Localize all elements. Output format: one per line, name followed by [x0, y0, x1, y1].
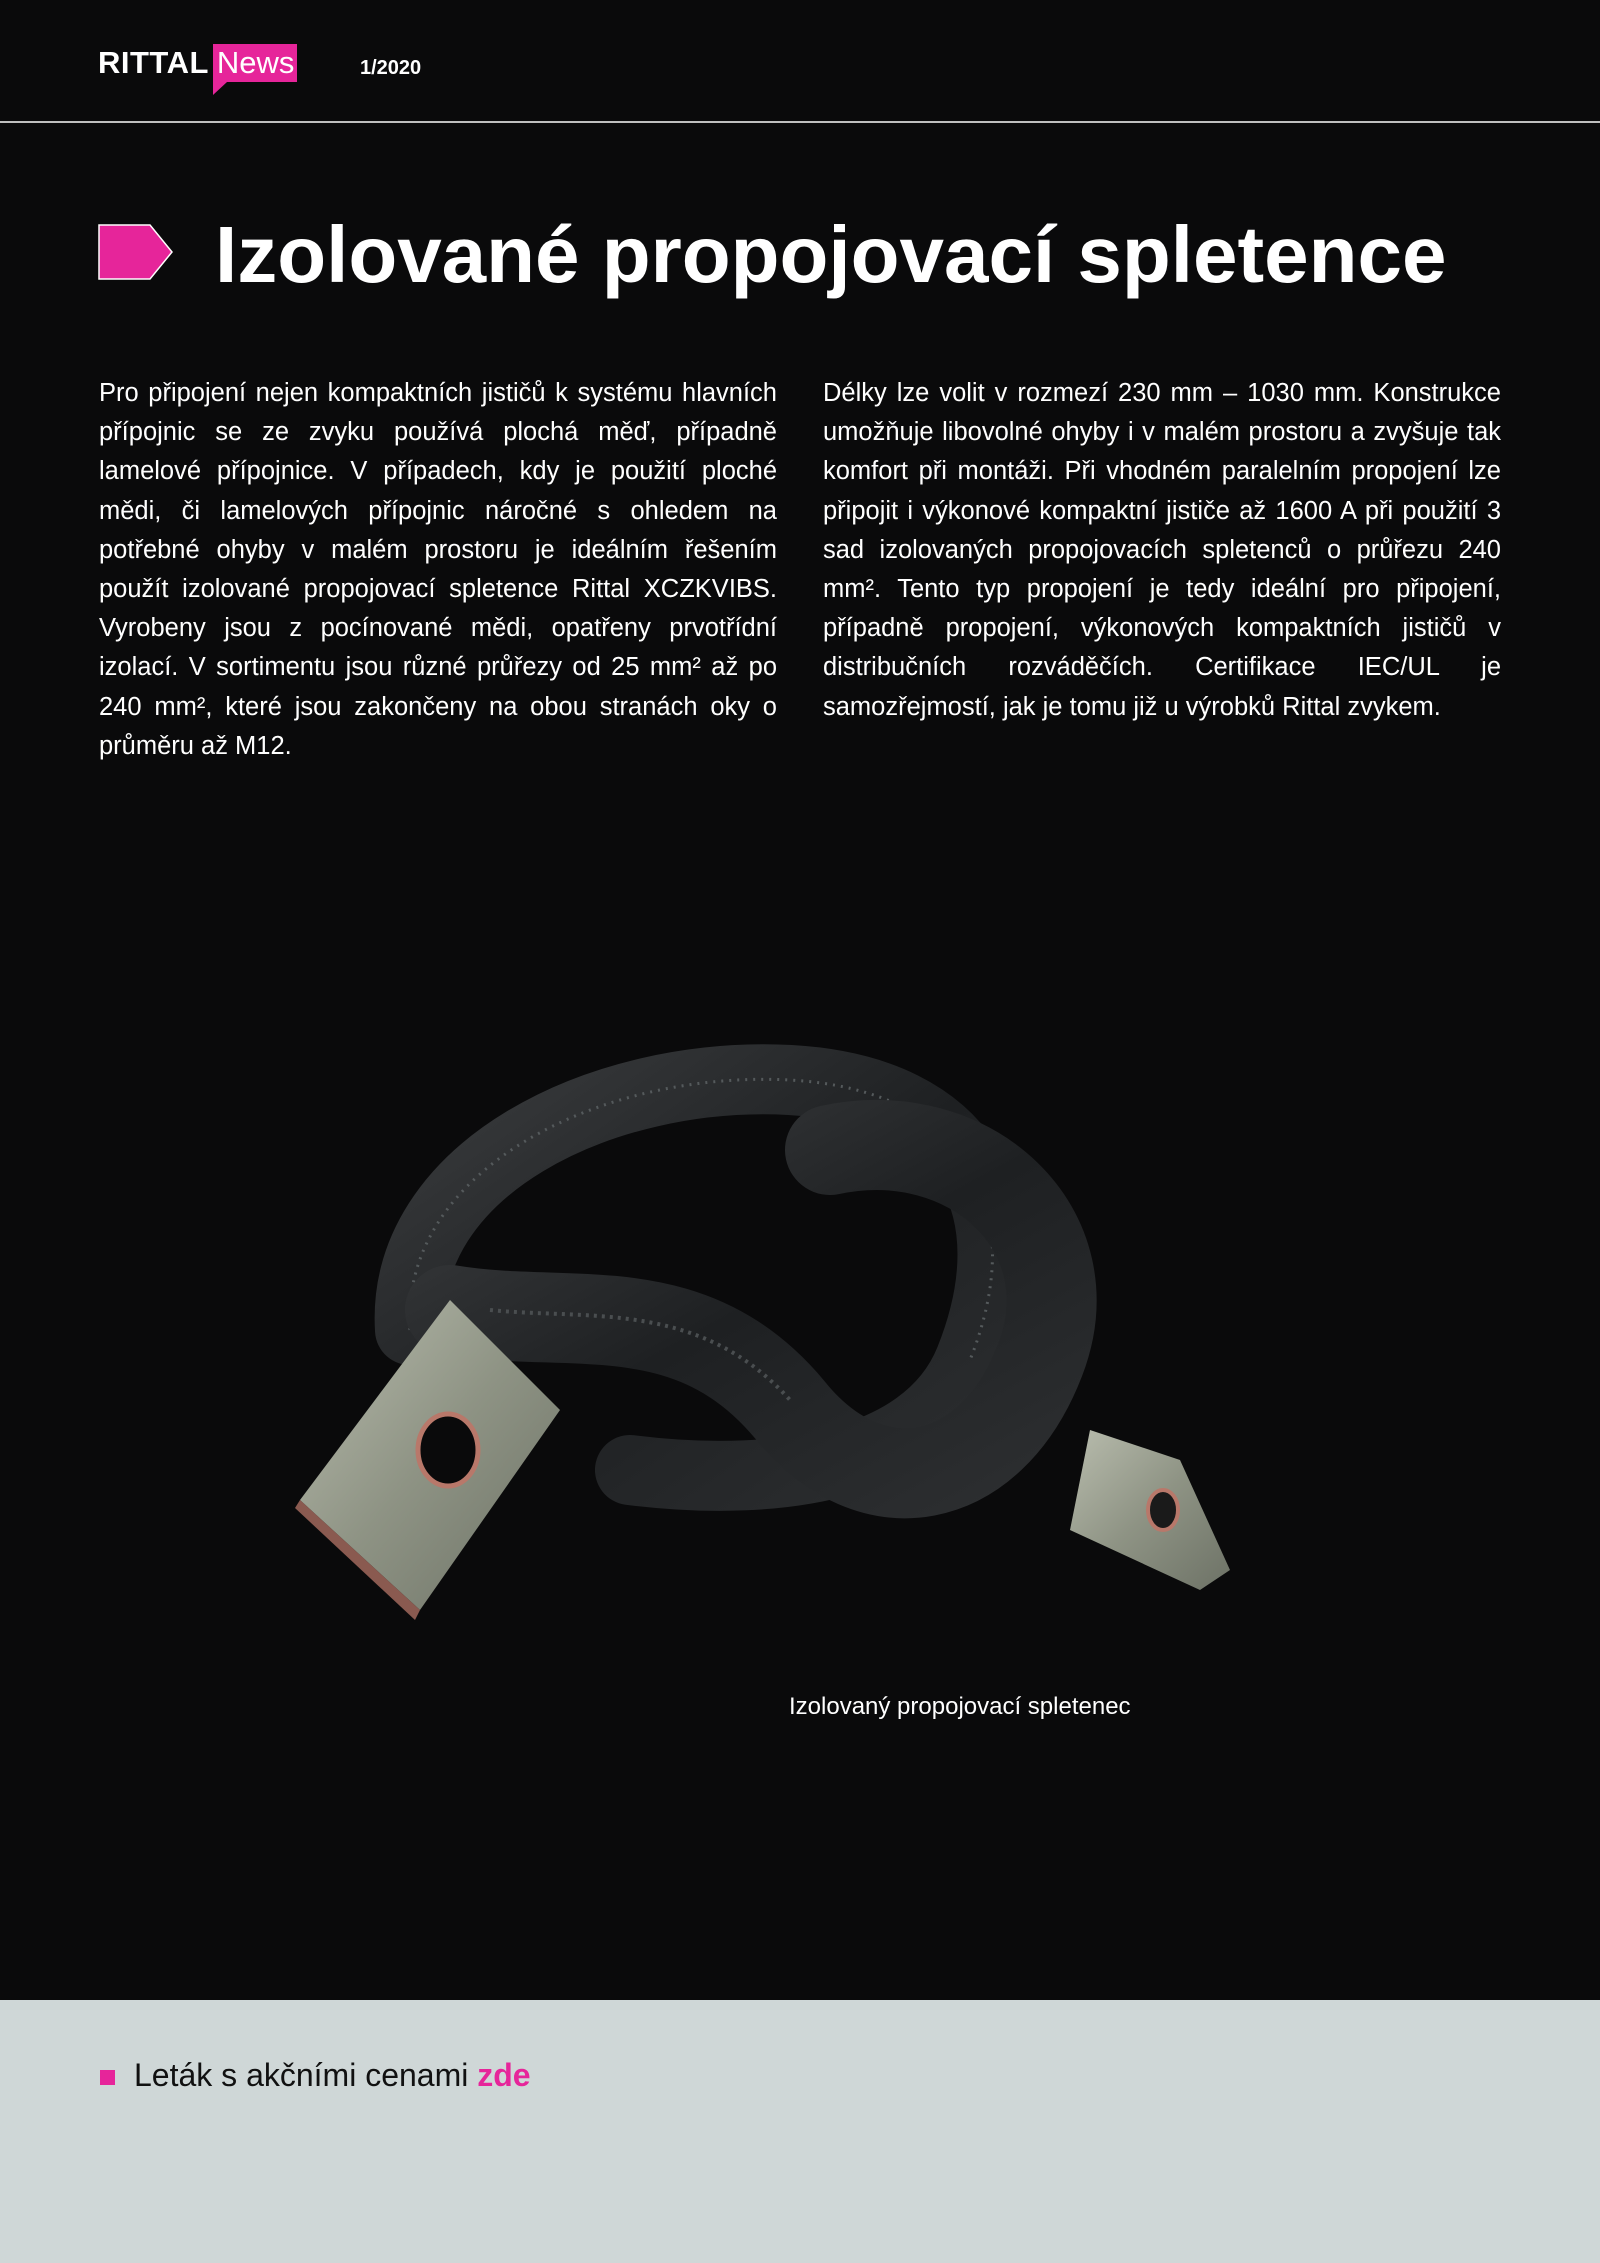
page-header — [0, 0, 1600, 122]
page-footer — [0, 2000, 1600, 2263]
product-photo — [270, 1030, 1250, 1650]
article-column-right: Délky lze volit v rozmezí 230 mm – 1030 mm. Konstrukce umožňuje libovolné ohyby i v malém prostoru a zvyšuje tak komfort při montáži. Při vhodném paralelním propojení lze připojit i výkonové kompaktní jističe až 1600 A při použití 3 sad izolovaných propojovacích spletenců o průřezu 240 mm². Tento typ propojení je tedy ideální pro připojení, případně propojení, výkonových kompaktních jističů v distribučních rozváděčích. Certifikace IEC/UL je samozřejmostí, jak je tomu již u výrobků Rittal zvykem. — [823, 379, 1501, 721]
footer-line — [134, 2057, 531, 2094]
bullet-square-icon — [100, 2070, 115, 2085]
brand-badge — [213, 44, 298, 82]
brand-logo — [98, 44, 297, 82]
photo-caption: Izolovaný propojovací spletenec — [789, 1693, 1131, 1720]
brand-name: RITTAL — [98, 45, 209, 80]
article-title: Izolované propojovací spletence — [215, 210, 1447, 299]
price-leaflet-link[interactable]: zde — [477, 2057, 531, 2093]
footer-text: Leták s akčními cenami — [134, 2057, 469, 2093]
brand-badge-label: News — [213, 44, 298, 82]
speech-tail-icon — [213, 82, 227, 95]
header-divider — [0, 121, 1600, 123]
article-column-left: Pro připojení nejen kompaktních jističů k systému hlavních přípojnic se ze zvyku používá plochá měď, případně lamelové přípojnice. V případech, kdy je použití ploché mědi, či lamelových přípojnic náročné s ohledem na potřebné ohyby v malém prostoru je ideálním řešením použít izolované propojovací spletence Rittal XCZKVIBS. Vyrobeny jsou z pocínované mědi, opatřeny prvotřídní izolací. V sortimentu jsou různé průřezy od 25 mm² až po 240 mm², které jsou zakončeny na obou stranách oky o průměru až M12. — [99, 379, 777, 760]
title-arrow-icon — [98, 224, 174, 280]
issue-number: 1/2020 — [360, 57, 422, 79]
